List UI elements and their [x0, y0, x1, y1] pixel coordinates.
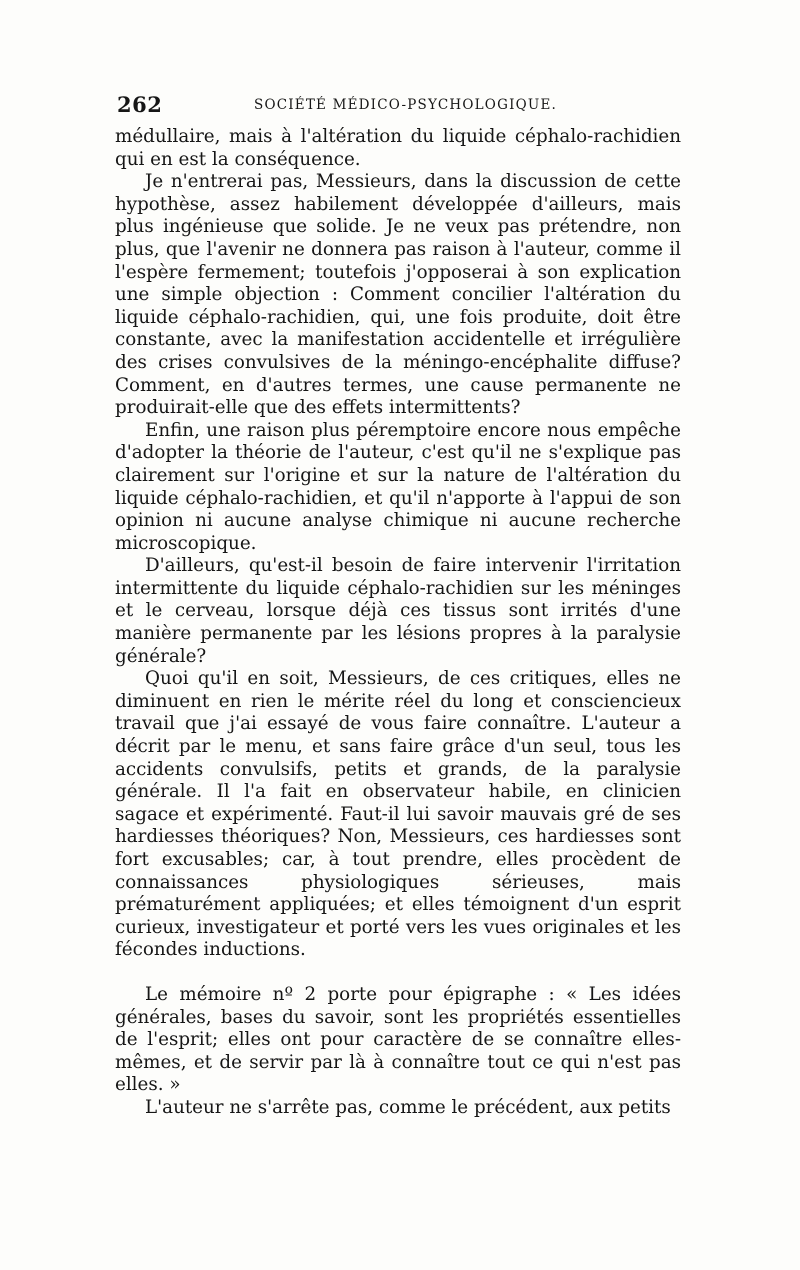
paragraph-memoire-2: Le mémoire nº 2 porte pour épigraphe : « Les idées générales, bases du savoir, sont les propriétés essentielles de l'esprit; elles ont pour caractère de se connaître elles-mêmes, et de servir par là à connaître tout ce qui n'est pas elles. »: [115, 983, 681, 1096]
paragraph-hypothesis: Je n'entrerai pas, Messieurs, dans la discussion de cette hypothèse, assez habilement développée d'ailleurs, mais plus ingénieuse que solide. Je ne veux pas prétendre, non plus, que l'avenir ne donnera pas raison à l'auteur, comme il l'espère fermement; toutefois j'opposerai à son explication une simple objection : Comment concilier l'altération du liquide céphalo-rachidien, qui, une fois produite, doit être constante, avec la manifestation accidentelle et irrégulière des crises convulsives de la méningo-encéphalite diffuse? Comment, en d'autres termes, une cause permanente ne produirait-elle que des effets intermittents?: [115, 171, 681, 419]
paragraph-conclusion: Quoi qu'il en soit, Messieurs, de ces critiques, elles ne diminuent en rien le mérite réel du long et consciencieux travail que j'ai essayé de vous faire connaître. L'auteur a décrit par le menu, et sans faire grâce d'un seul, tous les accidents convulsifs, petits et grands, de la paralysie générale. Il l'a fait en observateur habile, en clinicien sagace et expérimenté. Faut-il lui savoir mauvais gré de ses hardiesses théoriques? Non, Messieurs, ces hardiesses sont fort excusables; car, à tout prendre, elles procèdent de connaissances physiologiques sérieuses, mais prématurément appliquées; et elles témoignent d'un esprit curieux, investigateur et porté vers les vues originales et les fécondes inductions.: [115, 668, 681, 961]
running-title: SOCIÉTÉ MÉDICO-PSYCHOLOGIQUE.: [254, 97, 557, 113]
paragraph-final-line: L'auteur ne s'arrête pas, comme le précédent, aux petits: [145, 1096, 671, 1118]
body-text: [115, 126, 681, 1120]
paragraph-continuation: médullaire, mais à l'altération du liquide céphalo-rachidien qui en est la conséquence.: [115, 126, 681, 170]
running-head: [117, 92, 682, 118]
paragraph-theory-objection: Enfin, une raison plus péremptoire encore nous empêche d'adopter la théorie de l'auteur, c'est qu'il ne s'explique pas clairement sur l'origine et sur la nature de l'altération du liquide céphalo-rachidien, et qu'il n'apporte à l'appui de son opinion ni aucune analyse chimique ni aucune recherche microscopique.: [115, 419, 681, 554]
paragraph-irritation: D'ailleurs, qu'est-il besoin de faire intervenir l'irritation intermittente du liquide céphalo-rachidien sur les méninges et le cerveau, lorsque déjà ces tissus sont irrités d'une manière permanente par les lésions propres à la paralysie générale?: [115, 555, 681, 667]
page-number: 262: [117, 92, 163, 117]
